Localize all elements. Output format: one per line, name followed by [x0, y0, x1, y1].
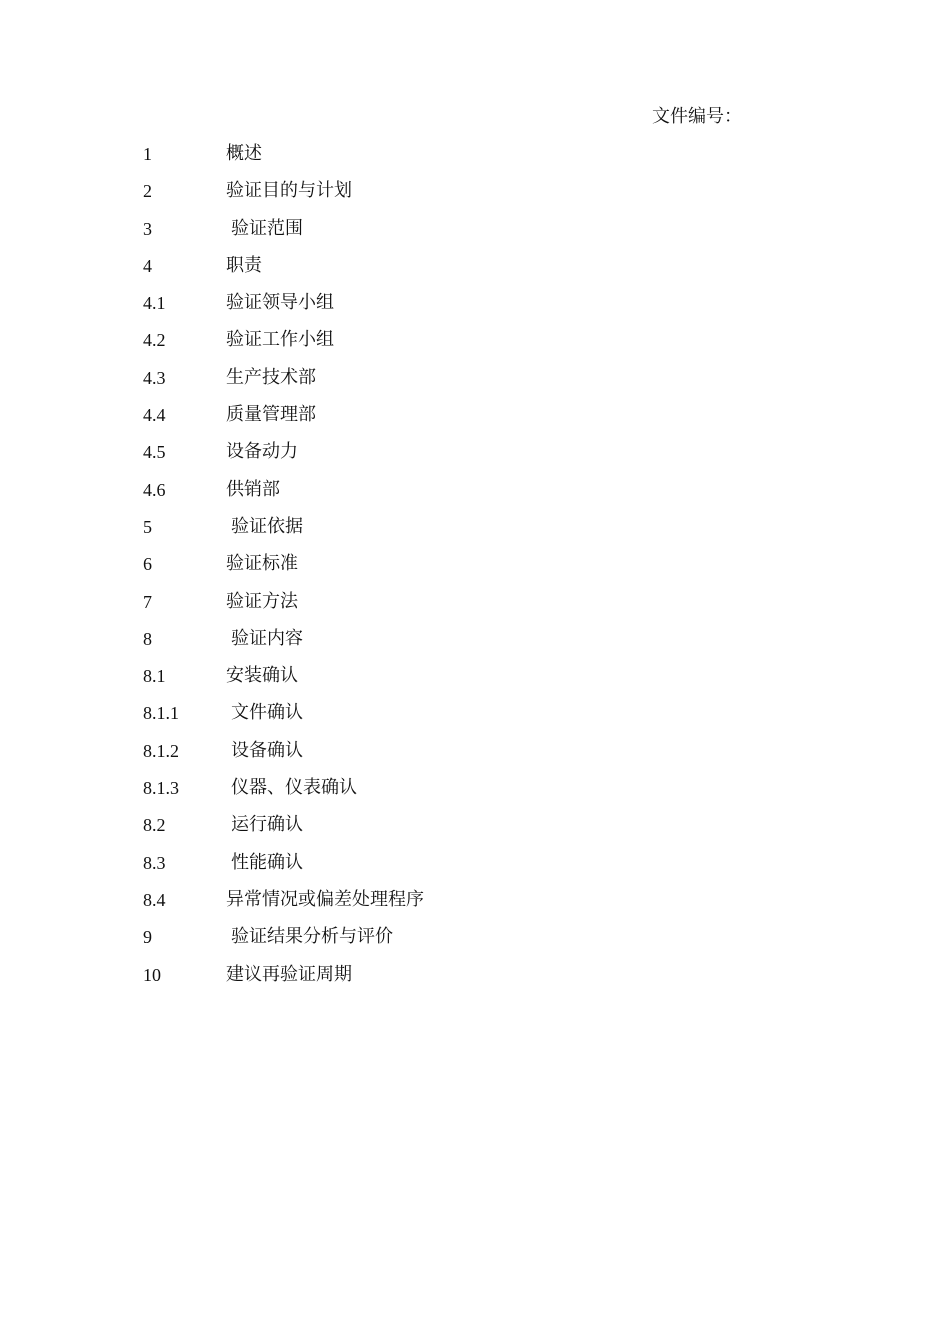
toc-item-title: 生产技术部	[226, 366, 316, 388]
toc-item-title: 供销部	[226, 478, 280, 500]
toc-item	[143, 179, 743, 216]
toc-item-title: 建议再验证周期	[226, 963, 352, 985]
toc-item-title: 验证依据	[231, 515, 303, 537]
toc-item-number: 4.4	[143, 405, 166, 426]
toc-item	[143, 291, 743, 328]
toc-item-number: 10	[143, 964, 161, 985]
toc-item-title: 运行确认	[231, 814, 303, 836]
toc-item-title: 验证领导小组	[226, 292, 334, 314]
toc-item	[143, 478, 743, 515]
toc-item-title: 性能确认	[231, 851, 303, 873]
toc-item-title: 仪器、仪表确认	[231, 777, 357, 799]
toc-item-number: 4.1	[143, 293, 166, 314]
toc-item-title: 异常情况或偏差处理程序	[226, 888, 424, 910]
toc-item	[143, 963, 743, 1000]
toc-item	[143, 664, 743, 701]
toc-item-number: 4.6	[143, 479, 166, 500]
toc-item	[143, 851, 743, 888]
toc-item	[143, 328, 743, 365]
toc-item-number: 8.1	[143, 666, 166, 687]
toc-item-number: 6	[143, 554, 152, 575]
toc-item	[143, 440, 743, 477]
toc-item-number: 5	[143, 516, 152, 537]
toc-item	[143, 217, 743, 254]
toc-item-number: 1	[143, 144, 152, 164]
toc-item	[143, 739, 743, 776]
toc-item-number: 3	[143, 218, 152, 239]
toc-item	[143, 701, 743, 738]
toc-item	[143, 366, 743, 403]
toc-item-title: 职责	[226, 254, 262, 276]
toc-item-title: 验证内容	[231, 627, 303, 649]
toc-item-number: 8.1.1	[143, 703, 179, 724]
toc-item	[143, 813, 743, 850]
toc-item-title: 文件确认	[231, 702, 303, 724]
toc-item-title: 验证结果分析与评价	[231, 926, 393, 948]
toc-item-title: 设备动力	[226, 441, 298, 463]
toc-item-title: 验证目的与计划	[226, 180, 352, 202]
toc-item-number: 9	[143, 927, 152, 948]
toc-item-title: 安装确认	[226, 665, 298, 687]
toc-item	[143, 776, 743, 813]
toc-item-number: 8	[143, 628, 152, 649]
toc-item-title: 验证工作小组	[226, 329, 334, 351]
toc-item-number: 2	[143, 181, 152, 202]
toc-item-title: 验证方法	[226, 590, 298, 612]
toc-item-number: 4.2	[143, 330, 166, 351]
toc-item	[143, 515, 743, 552]
toc-item-number: 8.1.3	[143, 778, 179, 799]
toc-item-number: 8.4	[143, 889, 166, 910]
toc-item	[143, 590, 743, 627]
toc-item-number: 4.3	[143, 367, 166, 388]
table-of-contents	[143, 142, 743, 1000]
toc-item	[143, 142, 743, 179]
toc-item-number: 7	[143, 591, 152, 612]
toc-item	[143, 925, 743, 962]
toc-item-number: 4.5	[143, 442, 166, 463]
toc-item-title: 质量管理部	[226, 404, 316, 426]
toc-item-number: 8.2	[143, 815, 166, 836]
toc-item-number: 4	[143, 255, 152, 276]
toc-item	[143, 552, 743, 589]
toc-item-title: 设备确认	[231, 739, 303, 761]
toc-item-number: 8.1.2	[143, 740, 179, 761]
toc-item-title: 验证范围	[231, 217, 303, 239]
toc-item-title: 概述	[226, 143, 262, 164]
toc-item	[143, 403, 743, 440]
toc-item	[143, 254, 743, 291]
toc-item	[143, 888, 743, 925]
toc-item-number: 8.3	[143, 852, 166, 873]
document-number-label: 文件编号：	[652, 106, 742, 127]
toc-item	[143, 627, 743, 664]
toc-item-title: 验证标准	[226, 553, 298, 575]
